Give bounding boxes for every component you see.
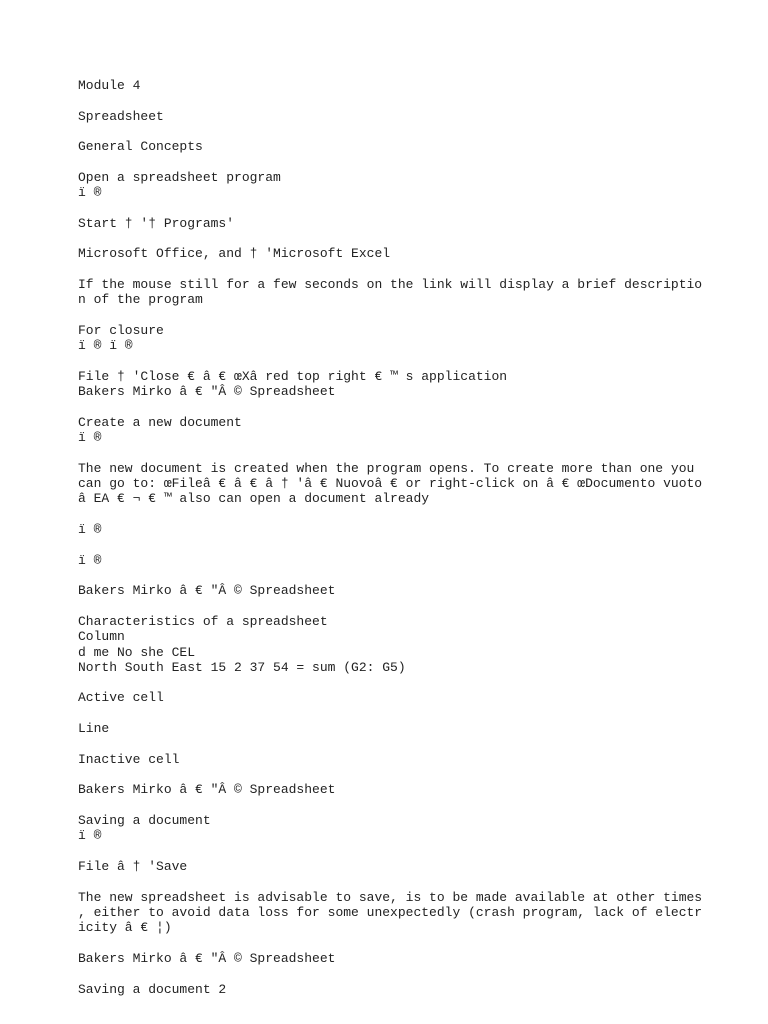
footer-credit: Bakers Mirko â € "Â © Spreadsheet	[78, 782, 336, 797]
text-line: Line	[78, 721, 110, 736]
bullet-glyph: ï ®	[78, 522, 102, 537]
text-line: The new document is created when the program opens. To create more than one you	[78, 461, 695, 476]
text-line: Active cell	[78, 690, 164, 705]
text-line: Column	[78, 629, 125, 644]
text-line: File â † 'Save	[78, 859, 188, 874]
heading-general-concepts: General Concepts	[78, 139, 203, 154]
text-line: â EA € ¬ € ™ also can open a document already	[78, 491, 430, 506]
heading-module: Module 4	[78, 78, 141, 93]
footer-credit: Bakers Mirko â € "Â © Spreadsheet	[78, 384, 336, 399]
heading-saving-document: Saving a document	[78, 813, 211, 828]
heading-characteristics: Characteristics of a spreadsheet	[78, 614, 328, 629]
bullet-glyph: ï ®	[78, 430, 102, 445]
footer-credit: Bakers Mirko â € "Â © Spreadsheet	[78, 583, 336, 598]
bullet-glyph: ï ®	[78, 828, 102, 843]
text-line: , either to avoid data loss for some unexpectedly (crash program, lack of electr	[78, 905, 703, 920]
footer-credit: Bakers Mirko â € "Â © Spreadsheet	[78, 951, 336, 966]
heading-saving-document-2: Saving a document 2	[78, 982, 227, 997]
heading-create-document: Create a new document	[78, 415, 242, 430]
bullet-glyph: ï ®	[78, 553, 102, 568]
text-line: North South East 15 2 37 54 = sum (G2: G5)	[78, 660, 406, 675]
text-line: Open a spreadsheet program	[78, 170, 281, 185]
text-line: Start † '† Programs'	[78, 216, 235, 231]
heading-spreadsheet: Spreadsheet	[78, 109, 164, 124]
text-line: File † 'Close € â € œXâ red top right € ™ s application	[78, 369, 508, 384]
text-line: can go to: œFileâ € â € â † 'â € Nuovoâ € or right-click on â € œDocumento vuoto	[78, 476, 703, 491]
text-line: If the mouse still for a few seconds on the link will display a brief descriptio	[78, 277, 703, 292]
text-line: n of the program	[78, 292, 203, 307]
text-line: icity â € ¦)	[78, 920, 172, 935]
text-line: For closure	[78, 323, 164, 338]
text-line: Inactive cell	[78, 752, 180, 767]
text-line: Microsoft Office, and † 'Microsoft Excel	[78, 246, 391, 261]
bullet-glyph: ï ®	[78, 185, 102, 200]
bullet-glyph: ï ® ï ®	[78, 338, 133, 353]
text-line: d me No she CEL	[78, 645, 196, 660]
text-line: The new spreadsheet is advisable to save, is to be made available at other times	[78, 890, 703, 905]
